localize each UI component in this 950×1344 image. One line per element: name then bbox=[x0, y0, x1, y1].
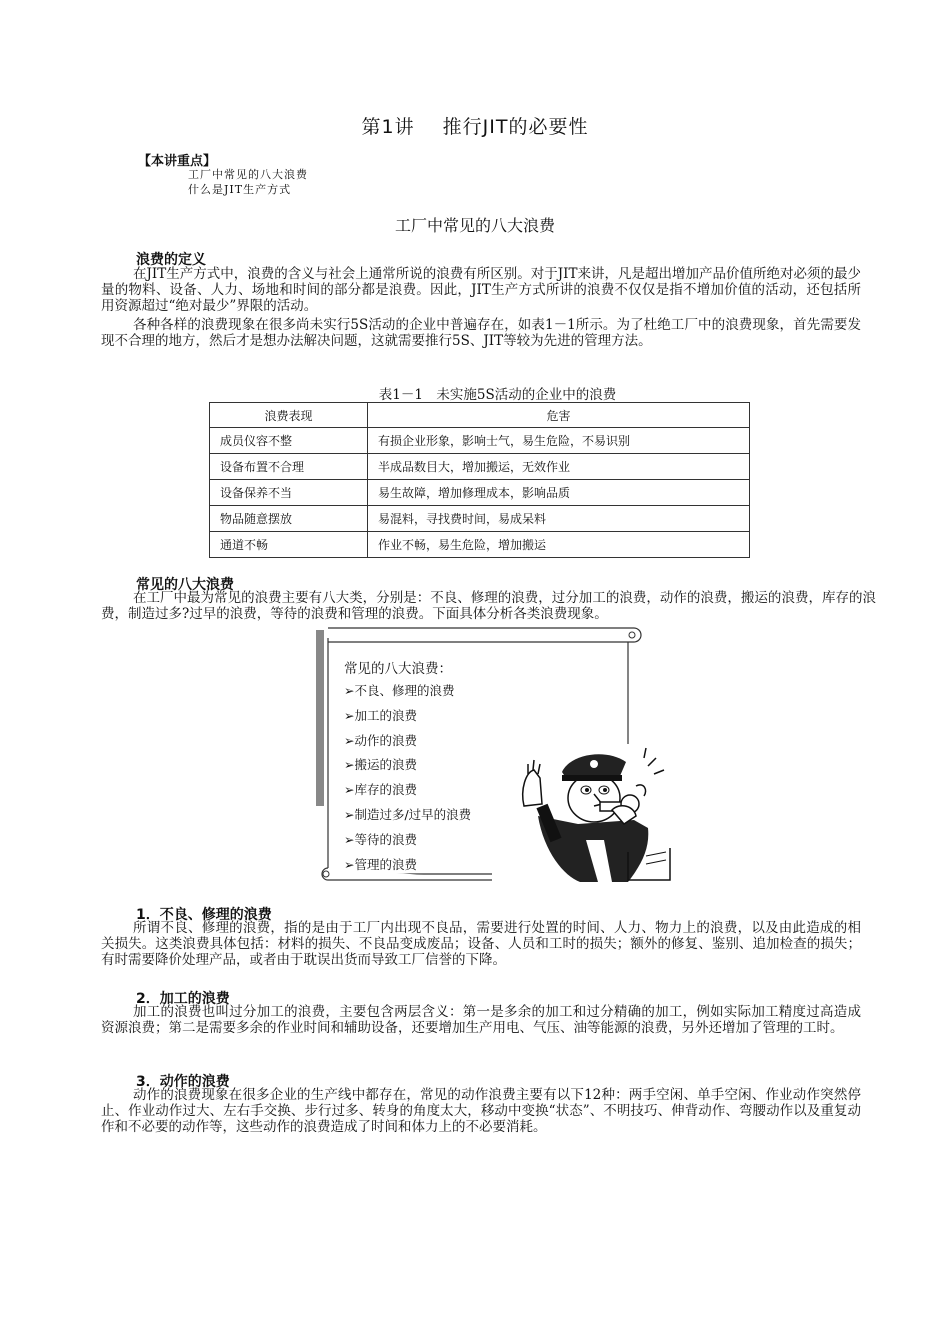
whistle-guard-illustration bbox=[516, 744, 676, 886]
figure-item: ➢动作的浪费 bbox=[344, 733, 417, 748]
waste-table bbox=[209, 402, 750, 558]
table-row bbox=[210, 454, 750, 480]
table-cell: 设备保养不当 bbox=[210, 480, 368, 506]
figure-item: ➢加工的浪费 bbox=[344, 708, 417, 723]
section-1-heading: 1．不良、修理的浪费 bbox=[136, 907, 272, 923]
lecture-title: 推行JIT的必要性 bbox=[442, 116, 589, 138]
figure-item: ➢不良、修理的浪费 bbox=[344, 683, 455, 698]
section-title: 工厂中常见的八大浪费 bbox=[394, 216, 555, 235]
figure-item: ➢库存的浪费 bbox=[344, 782, 417, 797]
table-cell: 通道不畅 bbox=[210, 532, 368, 558]
figure-item: ➢搬运的浪费 bbox=[344, 757, 417, 772]
page-title bbox=[0, 112, 950, 139]
section-3-paragraph: 动作的浪费现象在很多企业的生产线中都存在，常见的动作浪费主要有以下12种：两手空闲、单手空闲、作业动作突然停止、作业动作过大、左右手交换、步行过多、转身的角度太大，移动中变换“状态”、不明技巧、伸背动作、弯腰动作以及重复动作和不必要的动作等，这些动作的浪费造成了时间和体力上的不必要消耗。 bbox=[101, 1087, 861, 1135]
definition-heading: 浪费的定义 bbox=[136, 252, 206, 268]
key-point-item: 什么是JIT生产方式 bbox=[188, 183, 292, 196]
definition-paragraph-2: 各种各样的浪费现象在很多尚未实行5S活动的企业中普遍存在，如表1－1所示。为了杜绝工厂中的浪费现象，首先需要发现不合理的地方，然后才是想办法解决问题，这就需要推行5S、JIT等较为先进的管理方法。 bbox=[101, 317, 861, 349]
table-cell: 有损企业形象，影响士气，易生危险，不易识别 bbox=[368, 428, 750, 454]
section-2-paragraph: 加工的浪费也叫过分加工的浪费，主要包含两层含义：第一是多余的加工和过分精确的加工，例如实际加工精度过高造成资源浪费；第二是需要多余的作业时间和辅助设备，还要增加生产用电、气压、油等能源的浪费，另外还增加了管理的工时。 bbox=[101, 1004, 861, 1036]
table-cell: 易生故障，增加修理成本，影响品质 bbox=[368, 480, 750, 506]
eight-wastes-paragraph: 在工厂中最为常见的浪费主要有八大类，分别是：不良、修理的浪费，过分加工的浪费，动作的浪费，搬运的浪费，库存的浪费，制造过多?过早的浪费，等待的浪费和管理的浪费。下面具体分析各类浪费现象。 bbox=[101, 590, 876, 622]
table-cell: 半成品数目大，增加搬运，无效作业 bbox=[368, 454, 750, 480]
lecture-number: 第1讲 bbox=[361, 116, 415, 138]
table-cell: 易混料，寻找费时间，易成呆料 bbox=[368, 506, 750, 532]
section-3-heading: 3．动作的浪费 bbox=[136, 1074, 230, 1090]
table-row bbox=[210, 532, 750, 558]
figure-item: ➢管理的浪费 bbox=[344, 857, 417, 872]
table-caption: 表1－1 未实施5S活动的企业中的浪费 bbox=[378, 387, 617, 403]
figure-item: ➢等待的浪费 bbox=[344, 832, 417, 847]
table-row bbox=[210, 480, 750, 506]
figure-title: 常见的八大浪费： bbox=[344, 661, 452, 677]
table-header-row bbox=[210, 403, 750, 428]
table-row bbox=[210, 428, 750, 454]
figure-item: ➢制造过多/过早的浪费 bbox=[344, 807, 472, 822]
table-cell: 设备布置不合理 bbox=[210, 454, 368, 480]
definition-paragraph: 在JIT生产方式中，浪费的含义与社会上通常所说的浪费有所区别。对于JIT来讲，凡是超出增加产品价值所绝对必须的最少量的物料、设备、人力、场地和时间的部分都是浪费。因此，JIT生产方式所讲的浪费不仅仅是指不增加价值的活动，还包括所用资源超过“绝对最少”界限的活动。 bbox=[101, 266, 861, 314]
table-header-cell: 浪费表现 bbox=[210, 403, 368, 428]
section-1-paragraph: 所谓不良、修理的浪费，指的是由于工厂内出现不良品，需要进行处置的时间、人力、物力上的浪费，以及由此造成的相关损失。这类浪费具体包括：材料的损失、不良品变成废品；设备、人员和工时的损失；额外的修复、鉴别、追加检查的损失；有时需要降价处理产品，或者由于耽误出货而导致工厂信誉的下降。 bbox=[101, 920, 861, 968]
section-2-heading: 2．加工的浪费 bbox=[136, 991, 230, 1007]
eight-wastes-heading: 常见的八大浪费 bbox=[136, 577, 234, 593]
table-header-cell: 危害 bbox=[368, 403, 750, 428]
table-cell: 作业不畅，易生危险，增加搬运 bbox=[368, 532, 750, 558]
table-cell: 物品随意摆放 bbox=[210, 506, 368, 532]
table-cell: 成员仪容不整 bbox=[210, 428, 368, 454]
key-points-heading: 【本讲重点】 bbox=[138, 154, 217, 169]
table-row bbox=[210, 506, 750, 532]
key-point-item: 工厂中常见的八大浪费 bbox=[188, 168, 308, 181]
